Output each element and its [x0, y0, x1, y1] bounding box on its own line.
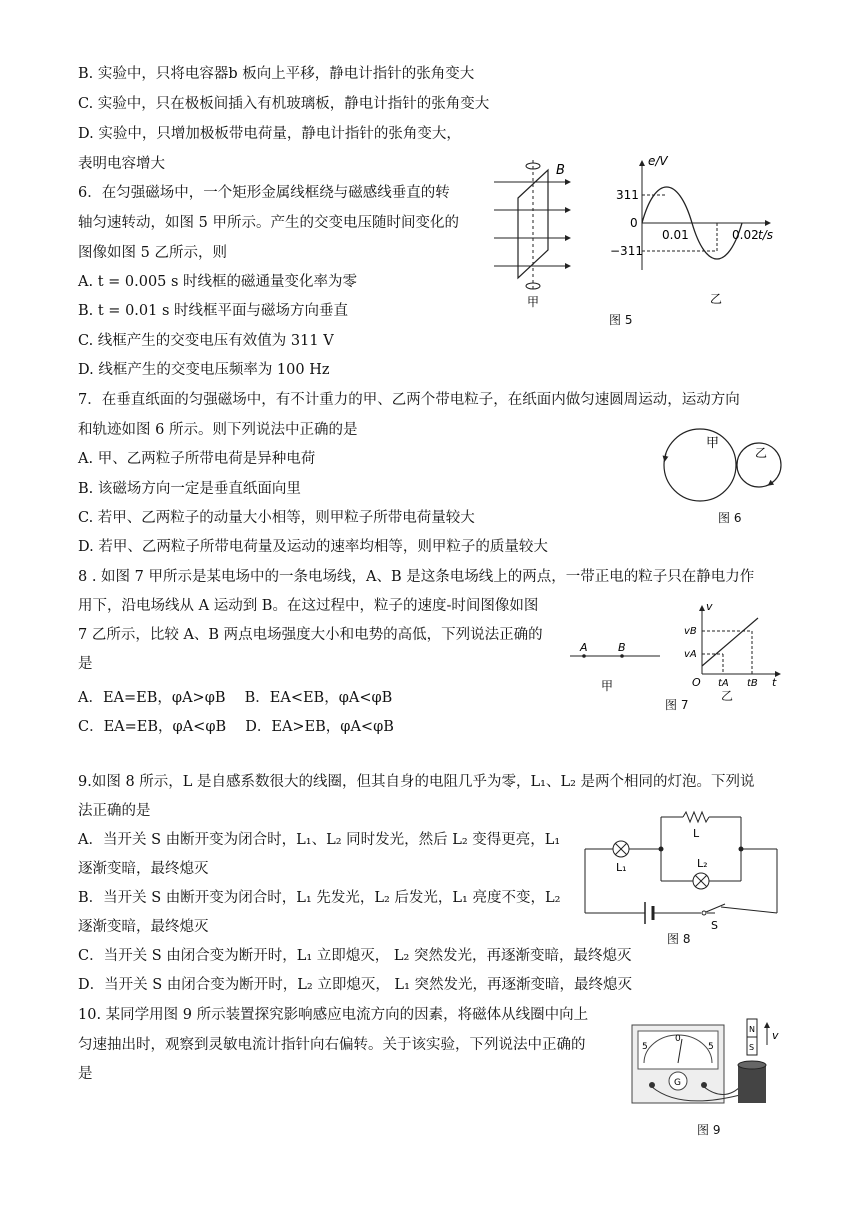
ta-label: tA	[718, 678, 729, 689]
q10-stem-line3: 是	[78, 1066, 93, 1082]
q7-option-d: D. 若甲、乙两粒子所带电荷量及运动的速率均相等，则甲粒子的质量较大	[78, 539, 548, 555]
q6-option-c: C. 线框产生的交变电压有效值为 311 V	[78, 333, 334, 349]
inductor-l-label: L	[693, 827, 700, 840]
lamp-l1-label: L₁	[616, 861, 627, 874]
point-b-label: B	[618, 641, 626, 654]
q8-stem-line4: 是	[78, 656, 93, 672]
q9-stem-line1: 9.如图 8 所示，L 是自感系数很大的线圈，但其自身的电阻几乎为零，L₁、L₂ 是两个相同的灯泡。下列说	[78, 774, 755, 790]
field-b-label: B	[556, 163, 565, 178]
galvanometer-g-label: G	[674, 1078, 681, 1088]
x-axis-label: t/s	[758, 228, 773, 242]
q6-stem-line1: 6．在匀强磁场中，一个矩形金属线框绕与磁感线垂直的转	[78, 185, 450, 201]
q7-stem-line1: 7．在垂直纸面的匀强磁场中，有不计重力的甲、乙两个带电粒子，在纸面内做匀速圆周运动，运动方向	[78, 392, 740, 408]
figure-7-jia	[570, 640, 665, 700]
figure-5-jia-label: 甲	[527, 295, 540, 309]
q9-option-a-cont: 逐渐变暗，最终熄灭	[78, 861, 209, 877]
q10-stem-line2: 匀速抽出时，观察到灵敏电流计指针向右偏转。关于该实验，下列说法中正确的	[78, 1037, 586, 1053]
scale-zero: 0	[675, 1034, 681, 1044]
lamp-l2-label: L₂	[697, 857, 708, 870]
y-axis-label: e/V	[648, 154, 668, 168]
figure-5-yi	[610, 155, 785, 305]
scale-minus-5: 5	[642, 1042, 648, 1052]
q9-option-a: A．当开关 S 由断开变为闭合时，L₁、L₂ 同时发光，然后 L₂ 变得更亮，L₁	[78, 832, 561, 848]
q6-option-d: D. 线框产生的交变电压频率为 100 Hz	[78, 362, 330, 378]
figure-9-caption: 图 9	[697, 1123, 721, 1137]
particle-yi-label: 乙	[755, 446, 768, 460]
q5-option-b: B. 实验中，只将电容器b 板向上平移，静电计指针的张角变大	[78, 66, 475, 82]
figure-7-jia-label: 甲	[601, 679, 614, 693]
switch-s-label: S	[711, 919, 718, 932]
vb-label: vB	[684, 626, 697, 637]
va-label: vA	[684, 649, 697, 660]
scale-plus-5: 5	[708, 1042, 714, 1052]
tick-neg-311: −311	[610, 244, 643, 258]
q9-option-c: C．当开关 S 由闭合变为断开时，L₁ 立即熄灭， L₂ 突然发光，再逐渐变暗，最终熄灭	[78, 948, 632, 964]
figure-9	[630, 1015, 790, 1110]
tb-label: tB	[747, 678, 758, 689]
q9-option-d: D．当开关 S 由闭合变为断开时，L₂ 立即熄灭， L₁ 突然发光，再逐渐变暗，最终熄灭	[78, 977, 632, 993]
q8-stem-line2: 用下，沿电场线从 A 运动到 B。在这过程中，粒子的速度-时间图像如图	[78, 598, 539, 614]
q8-options-row2: C．EA=EB，φA<φB D．EA>EB，φA<φB	[78, 719, 394, 735]
q10-stem-line1: 10. 某同学用图 9 所示装置探究影响感应电流方向的因素，将磁体从线圈中向上	[78, 1007, 589, 1023]
figure-6-caption: 图 6	[718, 511, 742, 525]
tick-0-02: 0.02	[732, 228, 759, 242]
figure-6	[660, 425, 785, 505]
q7-option-b: B. 该磁场方向一定是垂直纸面向里	[78, 481, 301, 497]
q5-option-d-cont: 表明电容增大	[78, 156, 165, 172]
q7-option-c: C. 若甲、乙两粒子的动量大小相等，则甲粒子所带电荷量较大	[78, 510, 475, 526]
q6-option-b: B. t = 0.01 s 时线框平面与磁场方向垂直	[78, 303, 349, 319]
magnet-s-label: S	[749, 1043, 755, 1052]
figure-5-yi-label: 乙	[710, 292, 723, 306]
tick-311: 311	[616, 188, 639, 202]
q6-stem-line3: 图像如图 5 乙所示，则	[78, 245, 227, 261]
q8-stem-line1: 8 . 如图 7 甲所示是某电场中的一条电场线，A、B 是这条电场线上的两点，一带正电的粒子只在静电力作	[78, 569, 755, 585]
t-axis-label: t	[772, 676, 777, 689]
q9-stem-line2: 法正确的是	[78, 803, 151, 819]
figure-8-caption: 图 8	[667, 932, 691, 946]
q5-option-d: D. 实验中，只增加极板带电荷量，静电计指针的张角变大，	[78, 126, 461, 142]
figure-7-yi	[684, 600, 785, 690]
particle-jia-label: 甲	[706, 436, 720, 451]
q5-option-c: C. 实验中，只在极板间插入有机玻璃板，静电计指针的张角变大	[78, 96, 490, 112]
origin-label: O	[692, 676, 701, 689]
q9-option-b: B．当开关 S 由断开变为闭合时，L₁ 先发光，L₂ 后发光，L₁ 亮度不变，L₂	[78, 890, 561, 906]
v-axis-label: v	[706, 600, 713, 613]
tick-0-01: 0.01	[662, 228, 689, 242]
q6-stem-line2: 轴匀速转动，如图 5 甲所示。产生的交变电压随时间变化的	[78, 215, 459, 231]
figure-5-jia	[490, 160, 600, 310]
q8-stem-line3: 7 乙所示，比较 A、B 两点电场强度大小和电势的高低，下列说法正确的	[78, 627, 543, 643]
q7-stem-line2: 和轨迹如图 6 所示。则下列说法中正确的是	[78, 422, 358, 438]
figure-5-caption: 图 5	[609, 313, 633, 327]
q6-option-a: A. t = 0.005 s 时线框的磁通量变化率为零	[78, 274, 358, 290]
figure-8	[583, 805, 783, 930]
magnet-n-label: N	[749, 1025, 755, 1034]
q7-option-a: A. 甲、乙两粒子所带电荷是异种电荷	[78, 451, 316, 467]
figure-7-caption: 图 7	[665, 698, 689, 712]
figure-7-yi-label: 乙	[721, 689, 734, 703]
q8-options-row1: A．EA=EB，φA>φB B．EA<EB，φA<φB	[78, 690, 393, 706]
tick-0: 0	[630, 216, 638, 230]
velocity-v-label: v	[772, 1029, 779, 1042]
q9-option-b-cont: 逐渐变暗，最终熄灭	[78, 919, 209, 935]
point-a-label: A	[580, 641, 588, 654]
